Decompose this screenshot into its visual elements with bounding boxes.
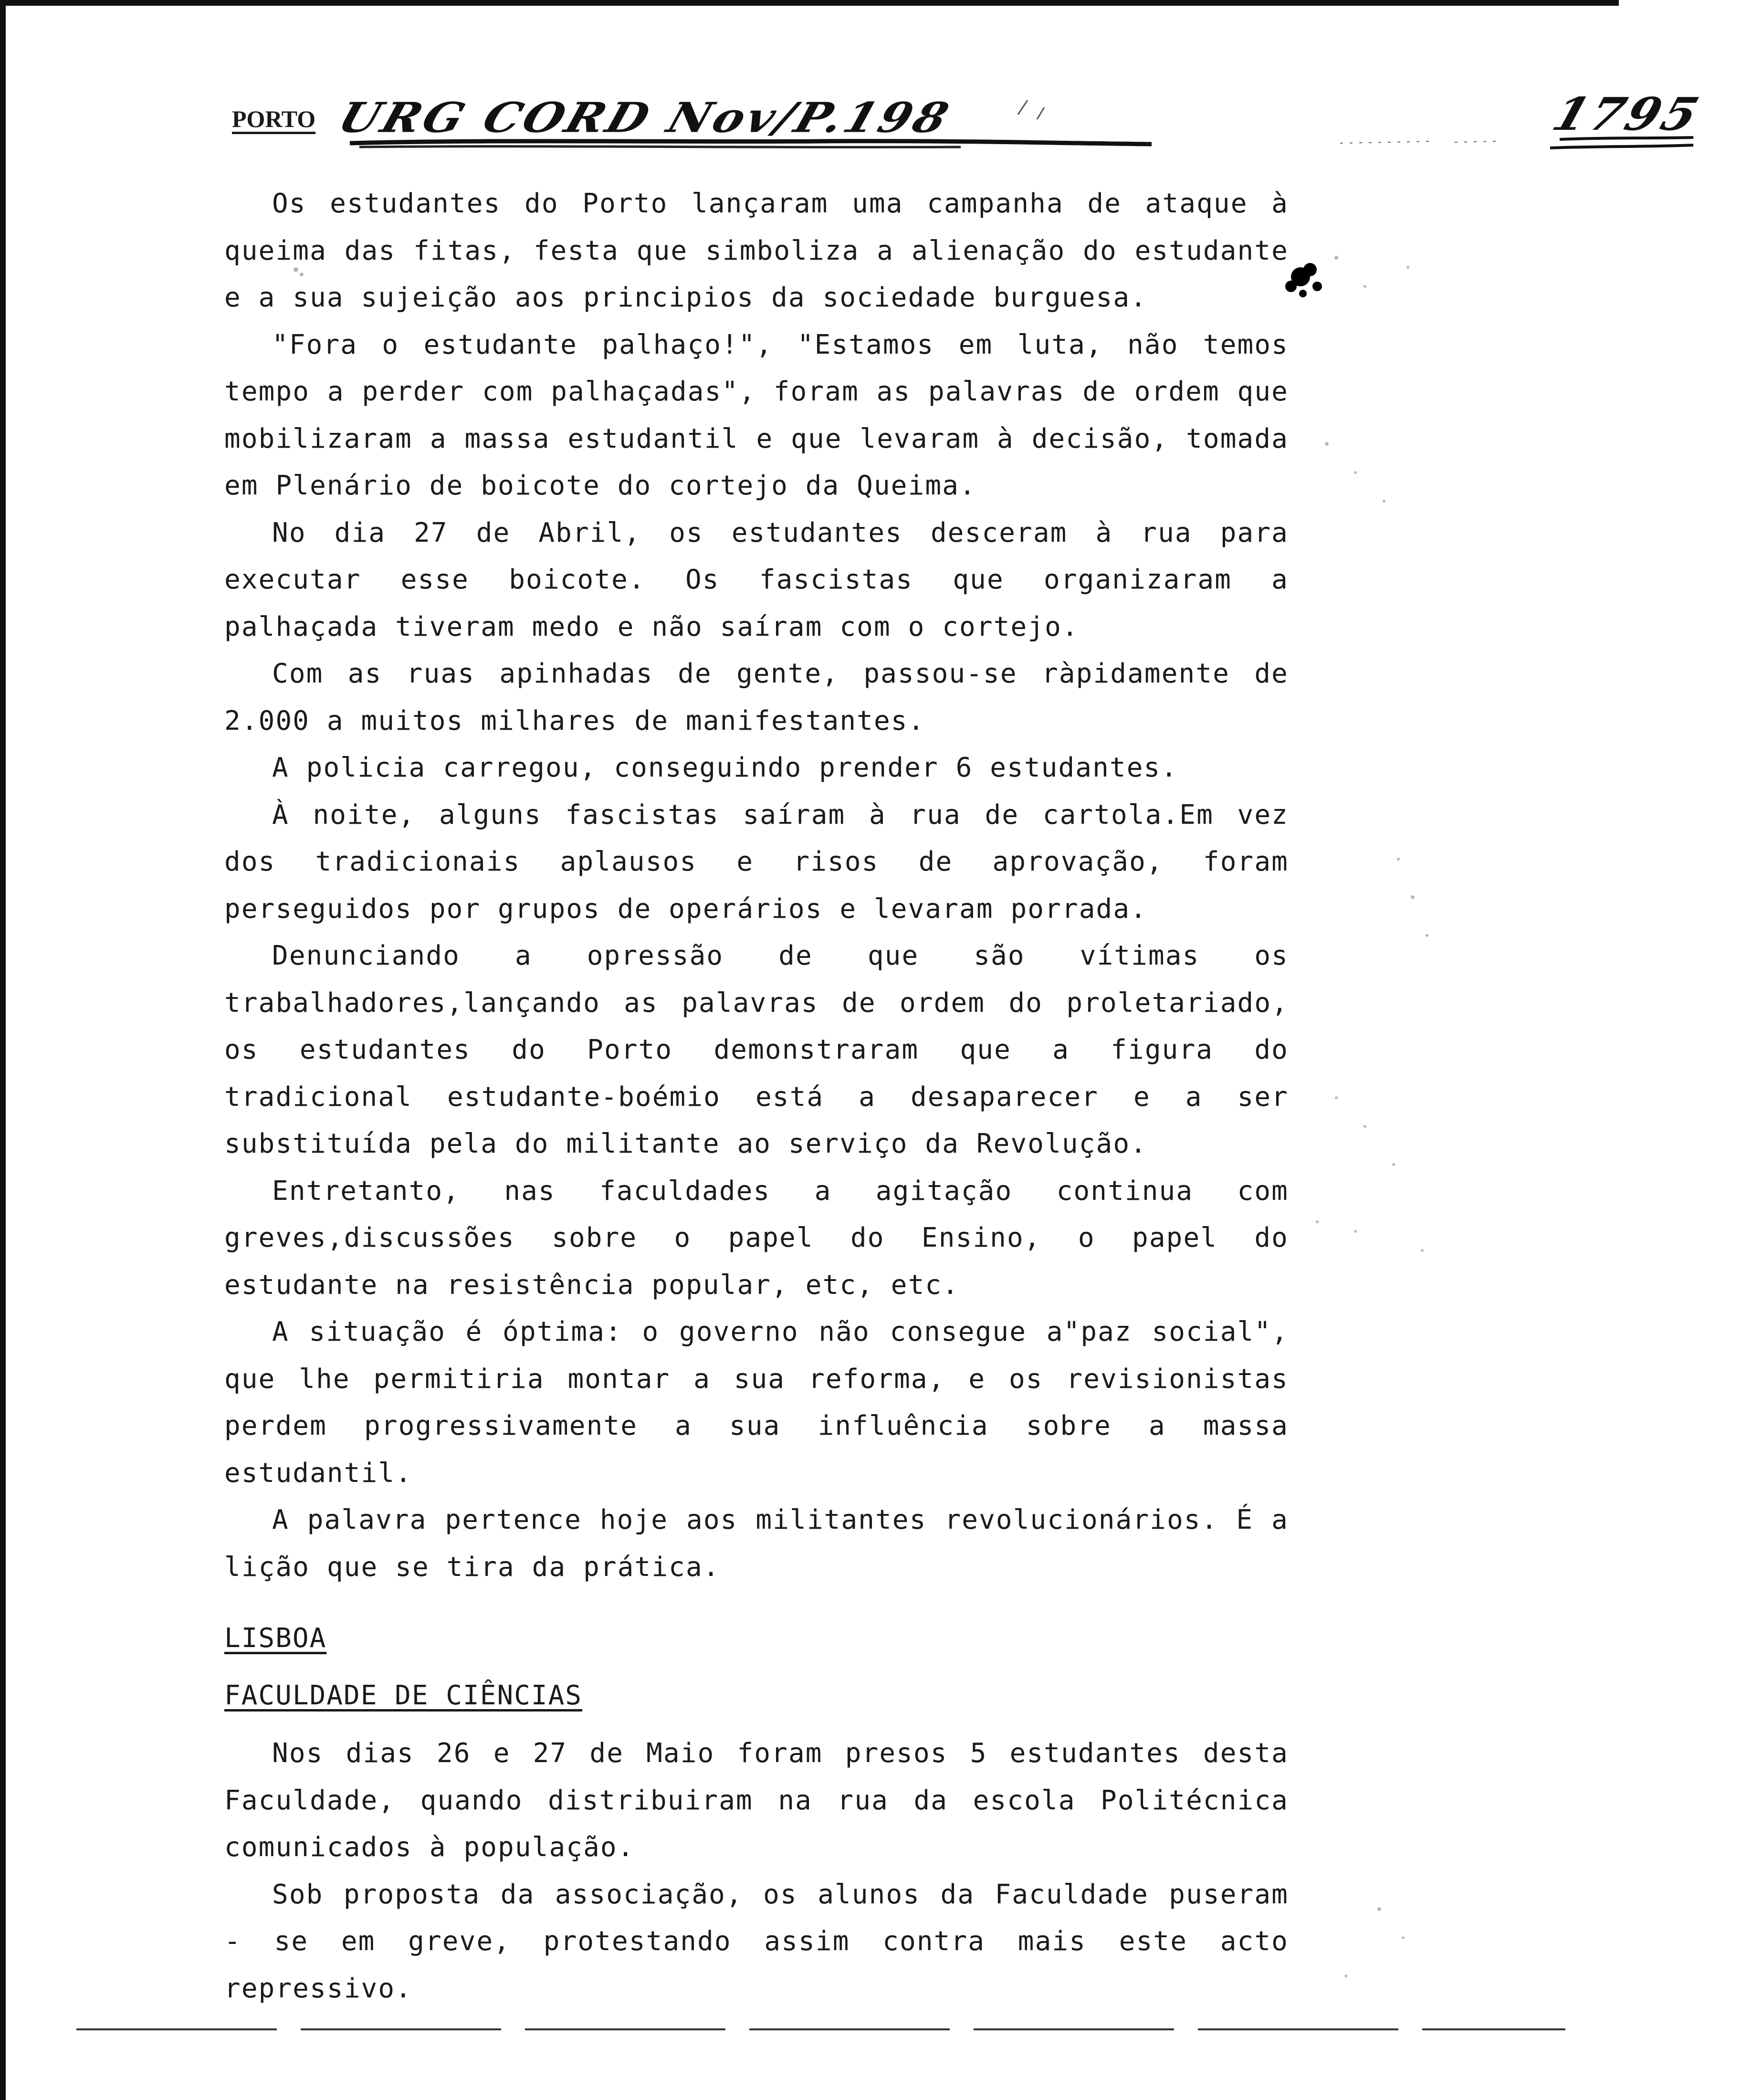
paragraph: "Fora o estudante palhaço!", "Estamos em luta, não temos tempo a perder com palhaçadas", foram as palavras de ordem que mobilizaram a massa estudantil e que levaram à decisão, tomada em Plenário de boicote do cortejo da Queima. bbox=[224, 329, 1289, 501]
paragraph: Sob proposta da associação, os alunos da Faculdade puseram - se em greve, protestando assim contra mais este acto repressivo. bbox=[224, 1879, 1289, 2004]
paragraph: Com as ruas apinhadas de gente, passou-se ràpidamente de 2.000 a muitos milhares de manifestantes. bbox=[224, 658, 1289, 736]
page-border-left bbox=[0, 0, 6, 2100]
paragraph: A policia carregou, conseguindo prender 6 estudantes. bbox=[272, 752, 1178, 783]
paragraph: Entretanto, nas faculdades a agitação continua com greves,discussões sobre o papel do Ensino, o papel do estudante na resistência popular, etc, etc. bbox=[224, 1175, 1289, 1301]
footer-dashed-rule bbox=[76, 2028, 1565, 2030]
paragraph: Os estudantes do Porto lançaram uma campanha de ataque à queima das fitas, festa que simboliza a alienação do estudante e a sua sujeição aos principios da sociedade burguesa. bbox=[224, 188, 1289, 313]
section-heading-lisboa: LISBOA bbox=[224, 1623, 327, 1654]
paragraph: Denunciando a opressão de que são vítimas os trabalhadores,lançando as palavras de ordem do proletariado, os estudantes do Porto demonstraram que a figura do tradicional estudante-boémio está a desaparecer e a ser substituída pela do militante ao serviço da Revolução. bbox=[224, 940, 1289, 1159]
paragraph: No dia 27 de Abril, os estudantes desceram à rua para executar esse boicote. Os fascistas que organizaram a palhaçada tiveram medo e não saíram com o cortejo. bbox=[224, 517, 1289, 642]
handwritten-annotation-text: URG CORD Nov/P.198 bbox=[332, 93, 957, 142]
handwritten-page-number-text: 1795 bbox=[1546, 87, 1708, 141]
paragraph: A palavra pertence hoje aos militantes revolucionários. É a lição que se tira da prática. bbox=[224, 1504, 1289, 1583]
paragraph: À noite, alguns fascistas saíram à rua de cartola.Em vez dos tradicionais aplausos e risos de aprovação, foram perseguidos por grupos de operários e levaram porrada. bbox=[224, 799, 1289, 924]
lisboa-article bbox=[224, 1730, 1289, 2012]
paragraph: Nos dias 26 e 27 de Maio foram presos 5 estudantes desta Faculdade, quando distribuiram na rua da escola Politécnica comunicados à população. bbox=[224, 1738, 1289, 1863]
section-heading-porto: PORTO bbox=[232, 105, 316, 132]
page-header bbox=[228, 86, 1708, 153]
porto-article bbox=[224, 180, 1289, 1591]
paragraph: A situação é óptima: o governo não consegue a"paz social", que lhe permitiria montar a sua reforma, e os revisionistas perdem progressivamente a sua influência sobre a massa estudantil. bbox=[224, 1316, 1289, 1489]
subsection-heading-faculdade: FACULDADE DE CIÊNCIAS bbox=[224, 1680, 583, 1711]
page-border-top bbox=[0, 0, 1619, 6]
